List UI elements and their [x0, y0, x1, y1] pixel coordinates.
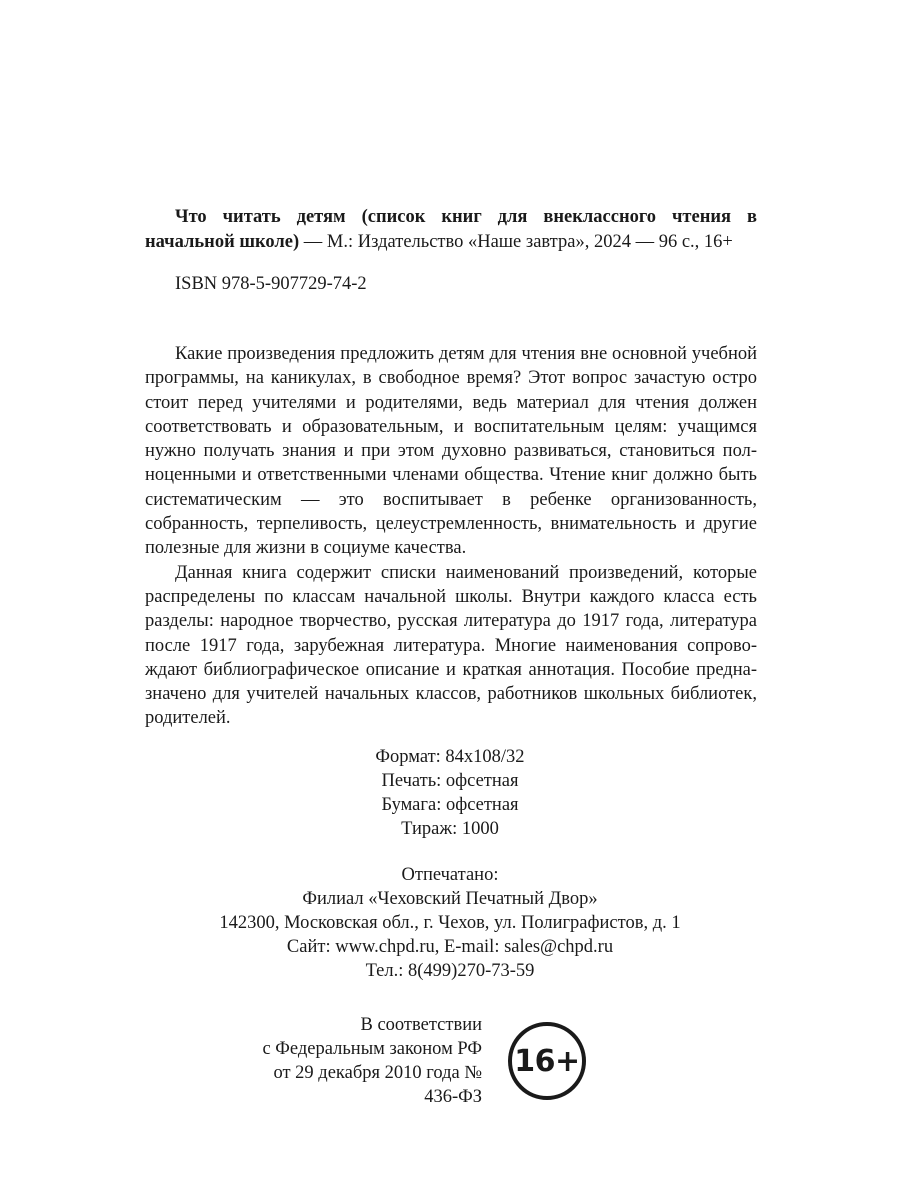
printer-name: Филиал «Чеховский Печатный Двор»: [302, 889, 598, 909]
printer-contacts: Сайт: www.chpd.ru, E-mail: sales@chpd.ru: [286, 937, 614, 957]
print-type-line: Печать: офсетная: [381, 771, 519, 791]
print-run-line: Тираж: 1000: [401, 819, 499, 839]
printer-address: 142300, Московская обл., г. Чехов, ул. Полиграфистов, д. 1: [219, 913, 681, 933]
annotation-paragraph: Данная книга содержит списки наименований произведений, которые распределены по классам начальной школы. Внутри каждого класса есть разделы: народное творчество, русская литература до 1917 года, литература после 1917 года, зарубежная литература. Многие наименования сопровождают библиографическое описание и краткая аннотация. Пособие предназначено для учителей начальных классов, работников школьных библиотек, родителей.: [145, 562, 757, 729]
legal-line: В соответствии: [360, 1015, 482, 1035]
printer-info: [0, 863, 900, 983]
publication-details: — М.: Издательство «Наше завтра», 2024 — 96 с., 16+: [299, 232, 733, 252]
bibliographic-record: [145, 205, 757, 255]
legal-line: от 29 декабря 2010 года №: [273, 1063, 482, 1083]
printer-phone: Тел.: 8(499)270-73-59: [365, 961, 535, 981]
book-title: Что читать детям (список книг для внеклассного чтения в начальной школе): [145, 207, 757, 252]
print-specs: [0, 745, 900, 841]
annotation: [145, 342, 757, 731]
imprint: [0, 745, 900, 983]
annotation-paragraph: Какие произведения предложить детям для чтения вне основной учебной программы, на каникулах, в свободное время? Этот вопрос зачастую остро стоит перед учителями и родителями, ведь материал для чтения должен соответствовать и образовательным, и воспитательным целям: учащимся нужно получать знания и при этом духовно развиваться, становиться полноценными и ответственными членами общества. Чтение книг должно быть систематическим — это воспитывает в ребенке организованность, собранность, терпеливость, целеустремленность, внимательность и другие полезные для жизни в социуме качества.: [145, 344, 757, 559]
legal-line: 436-ФЗ: [424, 1087, 482, 1107]
isbn: ISBN 978-5-907729-74-2: [175, 274, 367, 294]
age-rating-badge: 16+: [508, 1022, 586, 1100]
printed-heading: Отпечатано:: [401, 865, 499, 885]
legal-line: с Федеральным законом РФ: [262, 1039, 482, 1059]
paper-type-line: Бумага: офсетная: [381, 795, 519, 815]
legal-notice: [200, 1013, 482, 1109]
format-line: Формат: 84x108/32: [375, 747, 525, 767]
